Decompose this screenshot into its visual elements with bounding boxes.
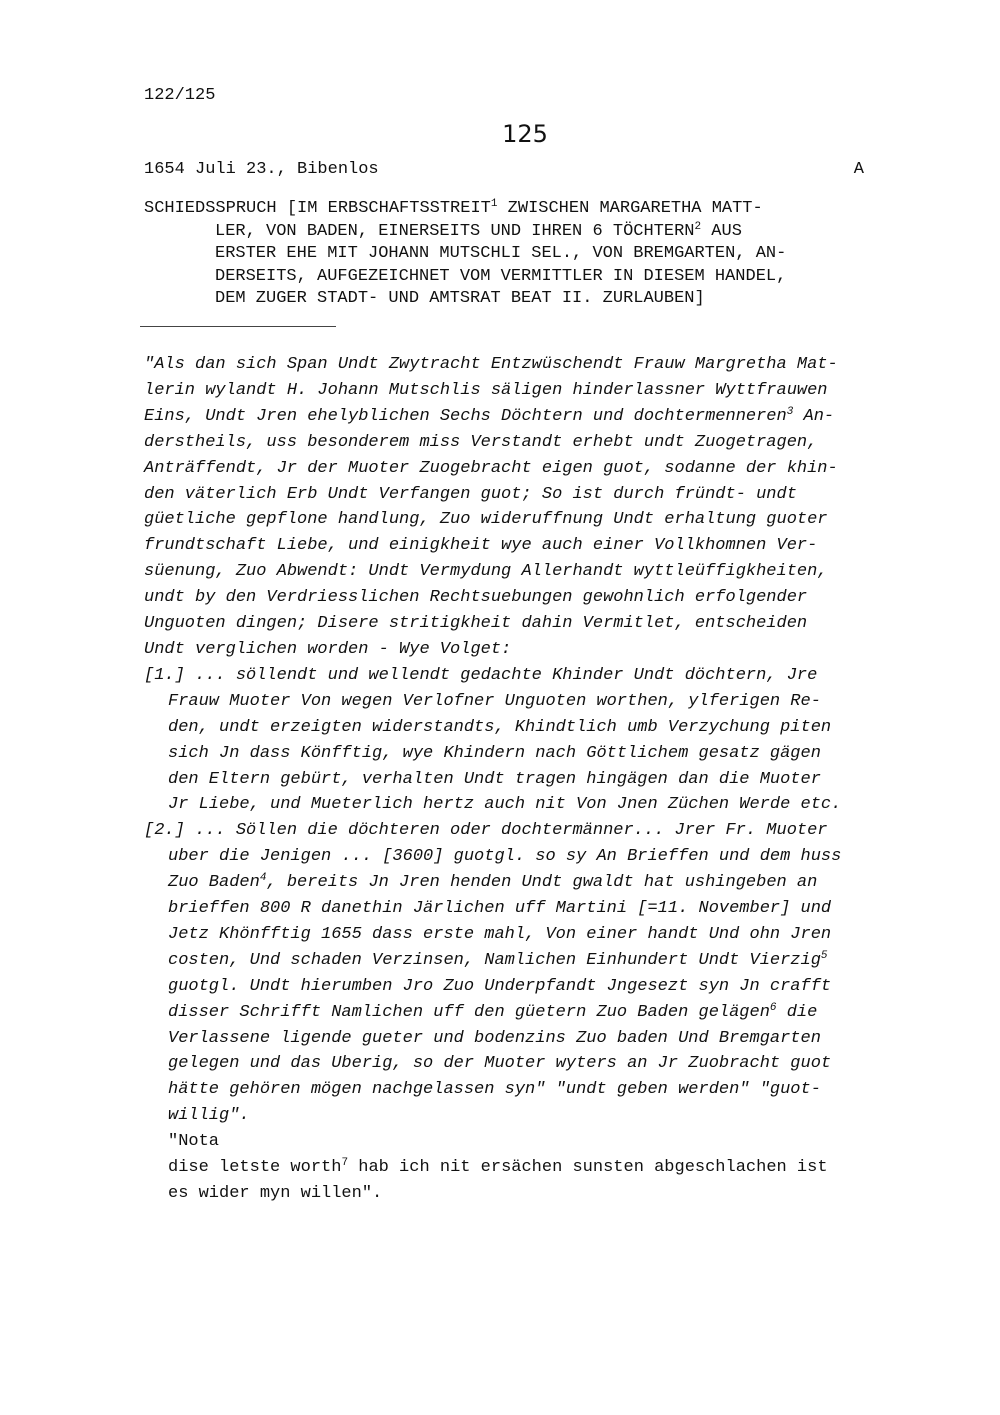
heading-text: AUS (701, 221, 742, 241)
document-body (144, 352, 934, 1207)
footnote-ref: 3 (786, 405, 794, 418)
note-line: es wider myn willen". (168, 1184, 383, 1203)
article-line: willig". (168, 1106, 250, 1126)
note-line (144, 1155, 934, 1181)
body-line: "Als dan sich Span Undt Zwytracht Entzwüschendt Frauw Margretha Mat- (144, 355, 838, 374)
article-line (144, 948, 934, 974)
footnote-ref: 2 (694, 220, 702, 233)
article-line: Jr Liebe, und Mueterlich hertz auch nit Von Jnen Züchen Werde etc. (168, 795, 842, 815)
body-text: disser Schrifft Namlichen uff den güetern Zuo Baden gelägen (168, 1002, 770, 1022)
footnote-ref: 5 (820, 949, 828, 962)
footnote-ref: 1 (490, 198, 498, 210)
body-text: die (776, 1002, 818, 1022)
footnote-ref: 4 (259, 872, 267, 885)
folio-number: 122/125 (144, 86, 216, 105)
note-line: "Nota (168, 1132, 220, 1152)
footnote-ref: 6 (769, 1001, 777, 1014)
date-place-line (144, 160, 864, 179)
article-line (144, 870, 934, 896)
article-line: brieffen 800 R danethin Järlichen uff Martini [=11. November] und (168, 899, 832, 919)
body-line: undt by den Verdriesslichen Rechtsuebungen gewohnlich erfolgender (144, 588, 808, 608)
date-place: 1654 Juli 23., Bibenlos (144, 160, 379, 179)
article-line: guotgl. Undt hierumben Jro Zuo Underpfandt Jngesezt syn Jn crafft (168, 976, 832, 996)
body-text: An- (793, 406, 835, 426)
note-text: hab ich nit ersächen sunsten abgeschlachen ist (348, 1158, 828, 1178)
heading-text: LER, VON BADEN, EINERSEITS UND IHREN 6 TÖCHTERN (215, 221, 695, 241)
body-text: , bereits Jn Jren henden Undt gwaldt hat ushingeben an (266, 873, 818, 893)
heading-line (144, 198, 904, 221)
heading-text: ZWISCHEN MARGARETHA MATT- (497, 199, 763, 218)
heading-line (144, 221, 904, 244)
body-text: costen, Und schaden Verzinsen, Namlichen Einhundert Undt Vierzig (168, 950, 821, 970)
body-line: Anträffendt, Jr der Muoter Zuogebracht eigen guot, sodanne der khin- (144, 458, 838, 478)
body-line: lerin wylandt H. Johann Mutschlis säligen hinderlassner Wyttfrauwen (144, 380, 828, 400)
document-number: 125 (502, 120, 548, 148)
source-mark: A (853, 160, 864, 179)
body-line: Undt verglichen worden - Wye Volget: (144, 639, 512, 659)
body-line: den väterlich Erb Undt Verfangen guot; So ist durch fründt- undt (144, 484, 797, 504)
article-line: uber die Jenigen ... [3600] guotgl. so sy An Brieffen und dem huss (168, 847, 842, 867)
body-line: güetliche gepflone handlung, Zuo wideruffnung Undt erhaltung guoter (144, 510, 828, 530)
body-line (144, 404, 934, 430)
body-line: Unguoten dingen; Disere stritigkheit dahin Vermitlet, entscheiden (144, 614, 808, 634)
body-text: Zuo Baden (168, 873, 260, 893)
article-line: den, undt erzeigten widerstandts, Khindtlich umb Verzychung piten (168, 717, 832, 737)
article-line (144, 1000, 934, 1026)
article-line: sich Jn dass Könfftig, wye Khindern nach Göttlichem gesatz gägen (168, 743, 821, 763)
note-text: dise letste worth (168, 1158, 342, 1178)
article-line: [1.] ... söllendt und wellendt gedachte Khinder Undt döchtern, Jre (144, 665, 818, 685)
heading-line: ERSTER EHE MIT JOHANN MUTSCHLI SEL., VON BREMGARTEN, AN- (215, 244, 787, 263)
footnote-ref: 7 (341, 1157, 349, 1170)
body-line: süenung, Zuo Abwendt: Undt Vermydung Allerhandt wyttleüffigkheiten, (144, 562, 828, 582)
article-line: [2.] ... Söllen die döchteren oder dochtermänner... Jrer Fr. Muoter (144, 821, 828, 841)
document-heading (144, 198, 904, 311)
separator-rule (140, 326, 336, 327)
article-line: Frauw Muoter Von wegen Verlofner Unguoten worthen, ylferigen Re- (168, 691, 821, 711)
article-line: Verlassene ligende gueter und bodenzins Zuo baden Und Bremgarten (168, 1028, 821, 1048)
body-line: frundtschaft Liebe, und einigkheit wye auch einer Vollkhomnen Ver- (144, 536, 818, 556)
article-line: gelegen und das Uberig, so der Muoter wyters an Jr Zuobracht guot (168, 1054, 832, 1074)
heading-line: DERSEITS, AUFGEZEICHNET VOM VERMITTLER IN DIESEM HANDEL, (215, 266, 787, 286)
heading-text: SCHIEDSSPRUCH [IM ERBSCHAFTSSTREIT (144, 199, 491, 218)
body-line: derstheils, uss besonderem miss Verstandt erhebt undt Zuogetragen, (144, 432, 818, 452)
article-line: den Eltern gebürt, verhalten Undt tragen hingägen dan die Muoter (168, 769, 821, 789)
body-text: Eins, Undt Jren ehelyblichen Sechs Döchtern und dochtermenneren (144, 406, 787, 426)
article-line: Jetz Khönfftig 1655 dass erste mahl, Von einer handt Und ohn Jren (168, 924, 832, 944)
article-line: hätte gehören mögen nachgelassen syn" "undt geben werden" "guot- (168, 1080, 821, 1100)
heading-line: DEM ZUGER STADT- UND AMTSRAT BEAT II. ZURLAUBEN] (215, 289, 705, 308)
